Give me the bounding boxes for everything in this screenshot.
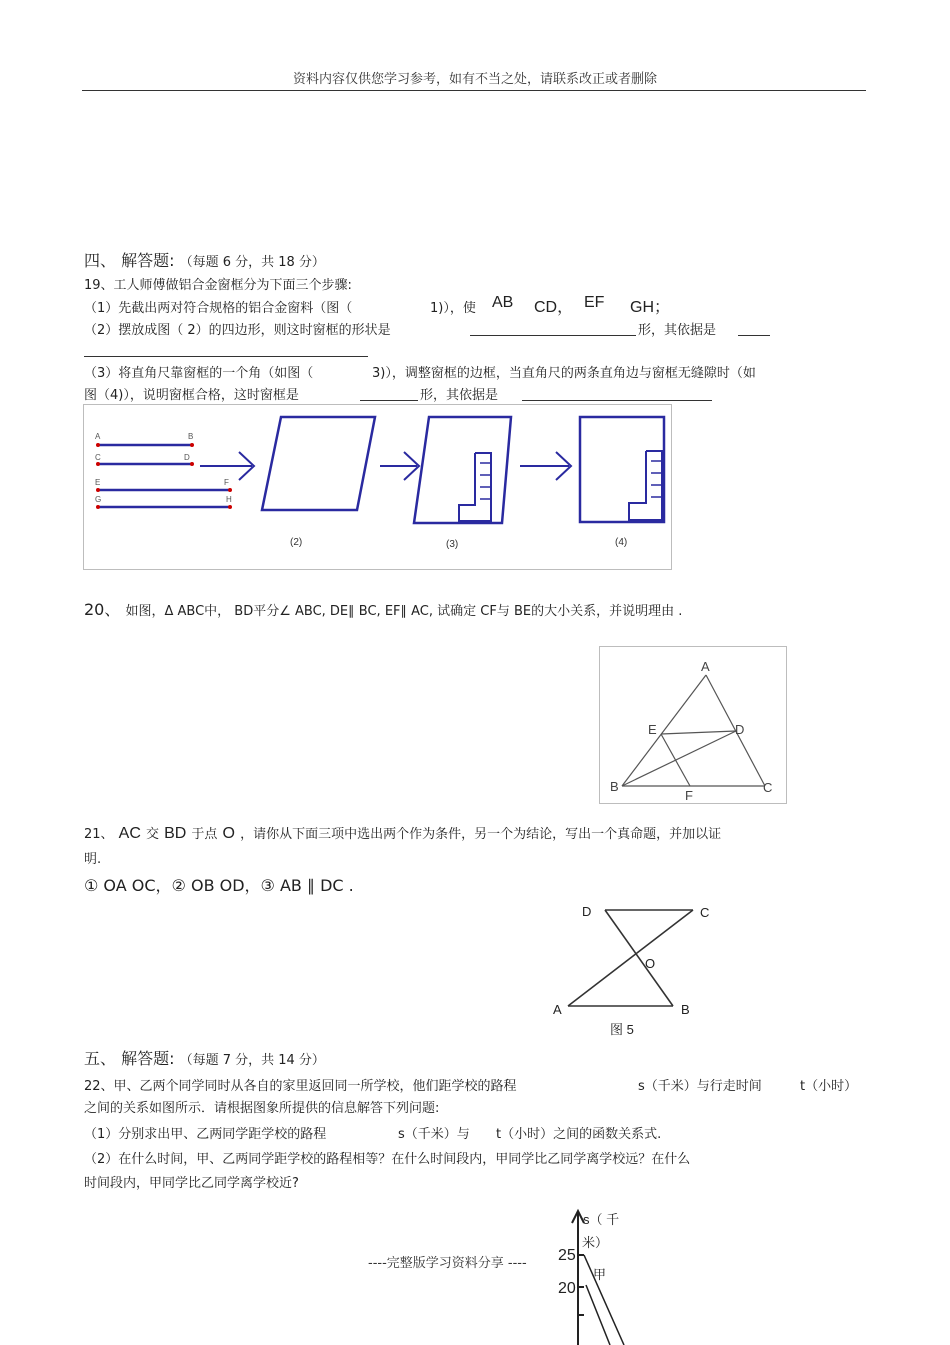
q19-blank-reason-1a (738, 335, 770, 336)
q19-step1-gh: GH； (630, 299, 671, 316)
label-d: D (735, 722, 745, 737)
q19-blank-shape-1 (470, 335, 636, 336)
series-yi-line (586, 1285, 610, 1345)
series-jia-label: 甲 (593, 1267, 607, 1282)
section-4-note: （每题 6 分，共 18 分） (179, 255, 325, 270)
q19-step3-d: 形，其依据是 (420, 388, 499, 403)
caption-4: (4) (615, 537, 628, 548)
q22-line3-b: s（千米）与 (398, 1127, 470, 1142)
label-f: F (224, 478, 229, 487)
q21-question (84, 823, 721, 843)
label-g: G (95, 495, 102, 504)
q19-step3-c: 图（4)），说明窗框合格，这时窗框是 (84, 388, 299, 403)
q19-figure (83, 404, 672, 570)
label-h: H (226, 495, 232, 504)
q21-figure (548, 900, 718, 1045)
label-b: B (188, 432, 194, 441)
q21-line2: 明. (84, 852, 102, 867)
q21-options: ① OA OC，② OB OD，③ AB ∥ DC . (84, 876, 354, 895)
q20-figure (599, 646, 787, 804)
q22-line1-c: t（小时） (800, 1079, 858, 1094)
q21-yudian: 于点 (191, 827, 218, 842)
window-frame-slanted (414, 417, 511, 523)
page-header: 资料内容仅供您学习参考，如有不当之处，请联系改正或者删除 (292, 72, 657, 87)
q19-step2-b: 形，其依据是 (638, 323, 717, 338)
q19-step2-a: （2）摆放成图（ 2）的四边形，则这时窗框的形状是 (84, 323, 391, 338)
caption-3: (3) (446, 539, 459, 550)
q21-o: O (222, 825, 235, 842)
q20-figure-svg (600, 647, 786, 803)
q22-line4: （2）在什么时间，甲、乙两同学距学校的路程相等？在什么时间段内，甲同学比乙同学离学校远？在什么 (84, 1152, 691, 1167)
label-c: C (763, 780, 773, 795)
axis-unit-label: 米） (582, 1235, 609, 1250)
label-a: A (95, 432, 101, 441)
tick-25: 25 (558, 1247, 576, 1264)
tick-20: 20 (558, 1280, 576, 1297)
section-5-title: 五、 解答题: (84, 1049, 175, 1068)
q22-line3-a: （1）分别求出甲、乙两同学距学校的路程 (84, 1127, 327, 1142)
q19-figure-svg (84, 405, 671, 569)
q22-line1-b: s（千米）与行走时间 (638, 1079, 762, 1094)
q19-step1-b: 1)），使 (430, 301, 476, 316)
q20-text: 如图，Δ ABC中， BD平分∠ ABC, DE∥ BC, EF∥ AC, 试确定 CF与 BE的大小关系，并说明理由 . (125, 604, 683, 619)
section-4-heading (84, 248, 325, 271)
section-5-note: （每题 7 分，共 14 分） (179, 1053, 325, 1068)
arrow-icon-1 (200, 452, 254, 480)
label-f: F (685, 788, 693, 803)
header-rule (82, 90, 866, 91)
q19-step3-b: 3)），调整窗框的边框，当直角尺的两条直角边与窗框无缝隙时（如 (372, 366, 756, 381)
label-d: D (184, 453, 190, 462)
caption-2: (2) (290, 537, 303, 548)
section-4-title: 四、 解答题: (84, 251, 175, 270)
window-frame-parallelogram (262, 417, 375, 510)
q21-ac: AC (118, 825, 141, 842)
q22-line5: 时间段内，甲同学比乙同学离学校近? (84, 1176, 299, 1191)
window-frame-rectangle (580, 417, 664, 522)
q19-blank-reason-1b (84, 356, 368, 357)
q21-rest: ，请你从下面三项中选出两个作为条件，另一个为结论，写出一个真命题，并加以证 (240, 827, 722, 842)
label-e: E (648, 722, 657, 737)
q22-line2: 之间的关系如图所示．请根据图象所提供的信息解答下列问题: (84, 1101, 440, 1116)
figure-5-caption: 图 5 (610, 1022, 634, 1037)
label-e: E (95, 478, 101, 487)
q22-graph (550, 1205, 660, 1345)
label-c: C (95, 453, 101, 462)
q19-step1-a: （1）先截出两对符合规格的铝合金窗料（图（ (84, 301, 353, 316)
q19-intro: 19、工人师傅做铝合金窗框分为下面三个步骤: (84, 278, 352, 293)
label-d: D (582, 904, 592, 919)
q22-line3-c: t（小时）之间的函数关系式. (496, 1127, 662, 1142)
label-a: A (701, 659, 710, 674)
axis-s-label: s（ 千 (583, 1212, 620, 1227)
q19-blank-shape-2 (360, 400, 418, 401)
label-b: B (681, 1002, 690, 1017)
q19-step1-ef: EF (584, 294, 605, 311)
q19-step3-a: （3）将直角尺靠窗框的一个角（如图（ (84, 366, 314, 381)
arrow-icon-2 (380, 452, 419, 480)
q20-number: 20、 (84, 600, 121, 619)
q20-question (84, 597, 682, 620)
q21-number: 21、 (84, 827, 114, 842)
arrow-icon-3 (520, 452, 571, 480)
q19-blank-reason-2 (522, 400, 712, 401)
label-a: A (553, 1002, 562, 1017)
page-footer: ----完整版学习资料分享 ---- (368, 1256, 527, 1271)
q21-jiao: 交 (145, 827, 159, 842)
q22-line1-a: 22、甲、乙两个同学同时从各自的家里返回同一所学校，他们距学校的路程 (84, 1079, 517, 1094)
q21-bd: BD (164, 825, 187, 842)
q19-step1-ab: AB (492, 294, 514, 311)
label-c: C (700, 905, 710, 920)
label-o: O (645, 956, 656, 971)
q19-step1-cd: CD， (534, 299, 574, 316)
section-5-heading (84, 1046, 325, 1069)
label-b: B (610, 779, 619, 794)
